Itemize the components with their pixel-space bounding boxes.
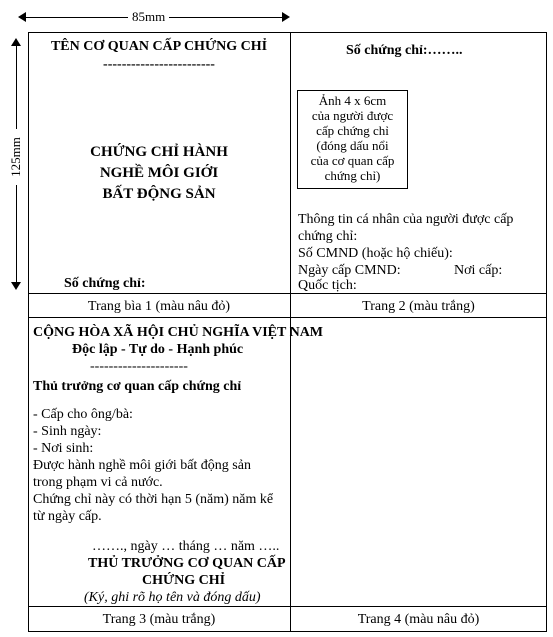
- page2-caption: Trang 2 (màu trắng): [362, 299, 475, 314]
- height-label: 125mm: [9, 129, 23, 185]
- signer-title-line-1: THỦ TRƯỞNG CƠ QUAN CẤP: [88, 556, 286, 571]
- photo-text-4: (đóng dấu nổi: [316, 138, 389, 153]
- page1-cert-number: Số chứng chỉ:: [64, 276, 146, 291]
- country-name: CỘNG HÒA XÃ HỘI CHỦ NGHĨA VIỆT NAM: [33, 325, 324, 340]
- id-issue-date-field: Ngày cấp CMND:: [298, 263, 401, 278]
- width-dimension: [18, 10, 290, 24]
- photo-placeholder: [297, 90, 408, 189]
- agency-head: Thủ trưởng cơ quan cấp chứng chỉ: [33, 379, 242, 394]
- page3-separator: ---------------------: [90, 359, 188, 374]
- cert-title-line-2: NGHỀ MÔI GIỚI: [99, 165, 219, 181]
- validity-line-2: từ ngày cấp.: [33, 509, 102, 524]
- grant-to-field: - Cấp cho ông/bà:: [33, 407, 133, 422]
- issuing-agency: TÊN CƠ QUAN CẤP CHỨNG CHỈ: [50, 39, 268, 54]
- photo-text-2: của người được: [311, 108, 394, 123]
- validity-line-1: Chứng chỉ này có thời hạn 5 (năm) năm kể: [33, 492, 274, 507]
- date-of-birth-field: - Sinh ngày:: [33, 424, 102, 439]
- arrow-right-icon: [282, 12, 290, 22]
- arrow-down-icon: [11, 282, 21, 290]
- birthplace-field: - Nơi sinh:: [33, 441, 94, 456]
- row-divider-1: [28, 293, 547, 294]
- id-number-field: Số CMND (hoặc hộ chiếu):: [298, 246, 453, 261]
- page4-caption: Trang 4 (màu nâu đỏ): [357, 612, 480, 627]
- page2-cert-number: Số chứng chỉ:……..: [346, 43, 463, 58]
- info-heading-line-1: Thông tin cá nhân của người được cấp: [298, 212, 514, 227]
- cert-title-line-3: BẤT ĐỘNG SẢN: [102, 186, 216, 202]
- page3-caption: Trang 3 (màu trắng): [102, 612, 216, 627]
- height-dimension: [10, 38, 24, 290]
- page1-caption: Trang bìa 1 (màu nâu đỏ): [87, 299, 231, 314]
- photo-text-1: Ảnh 4 x 6cm: [318, 93, 387, 108]
- width-label: 85mm: [128, 10, 169, 24]
- photo-text-3: cấp chứng chỉ: [316, 123, 389, 138]
- national-motto: Độc lập - Tự do - Hạnh phúc: [72, 342, 244, 357]
- arrow-left-icon: [18, 12, 26, 22]
- nationality-field: Quốc tịch:: [298, 278, 357, 293]
- signature-note: (Ký, ghi rõ họ tên và đóng dấu): [84, 590, 261, 605]
- row-divider-3: [28, 606, 547, 607]
- page1-separator: ------------------------: [103, 57, 215, 72]
- cert-title-line-1: CHỨNG CHỈ HÀNH: [90, 144, 228, 160]
- photo-text-6: chứng chỉ): [324, 168, 381, 183]
- info-heading-line-2: chứng chỉ:: [298, 229, 358, 244]
- signer-title-line-2: CHỨNG CHỈ: [142, 573, 226, 588]
- practice-scope-line-2: trong phạm vi cả nước.: [33, 475, 163, 490]
- signing-date-line: ……., ngày … tháng … năm …..: [92, 539, 280, 554]
- id-issue-place-field: Nơi cấp:: [454, 263, 503, 278]
- arrow-up-icon: [11, 38, 21, 46]
- practice-scope-line-1: Được hành nghề môi giới bất động sản: [33, 458, 251, 473]
- photo-text-5: của cơ quan cấp: [310, 153, 395, 168]
- row-divider-2: [28, 317, 547, 318]
